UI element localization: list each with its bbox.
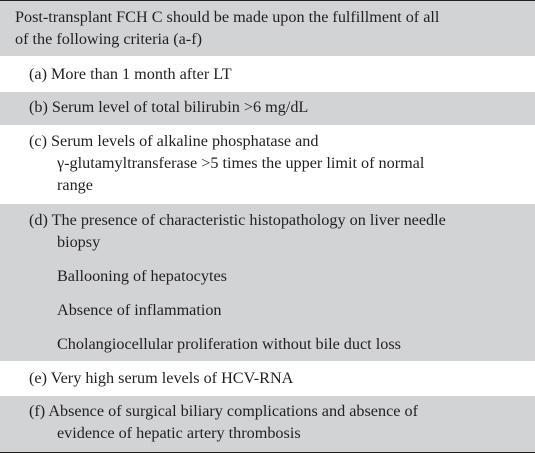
criterion-f-line-1: (f) Absence of surgical biliary complications and absence of: [29, 402, 418, 420]
criterion-d-line-1: (d) The presence of characteristic histopathology on liver needle: [29, 211, 446, 229]
criterion-c-line-3: range: [57, 176, 93, 194]
criterion-c-line-2: γ-glutamyltransferase >5 times the upper limit of normal: [57, 154, 425, 172]
criterion-c-line-1: (c) Serum levels of alkaline phosphatase and: [29, 132, 319, 150]
header-line-1: Post-transplant FCH C should be made upon the fulfillment of all: [15, 8, 440, 26]
criterion-f-line-2: evidence of hepatic artery thrombosis: [57, 424, 301, 442]
table-header: [0, 1, 535, 56]
criterion-d-line-2: biopsy: [57, 233, 101, 251]
criterion-d-sub-1: Ballooning of hepatocytes: [57, 267, 227, 285]
criterion-c: [0, 126, 535, 203]
criterion-d-sub-3: Cholangiocellular proliferation without bile duct loss: [57, 335, 401, 353]
criterion-a-text: (a) More than 1 month after LT: [29, 65, 232, 83]
criterion-a: [0, 58, 535, 91]
criterion-f: [0, 396, 535, 452]
criterion-d-sub-2: Absence of inflammation: [57, 301, 222, 319]
criterion-b-text: (b) Serum level of total bilirubin >6 mg/dL: [29, 98, 309, 116]
criterion-e-text: (e) Very high serum levels of HCV-RNA: [29, 369, 294, 387]
criterion-e: [0, 362, 535, 395]
criterion-d: [0, 204, 535, 361]
header-line-2: of the following criteria (a-f): [15, 30, 202, 48]
criterion-b: [0, 92, 535, 125]
